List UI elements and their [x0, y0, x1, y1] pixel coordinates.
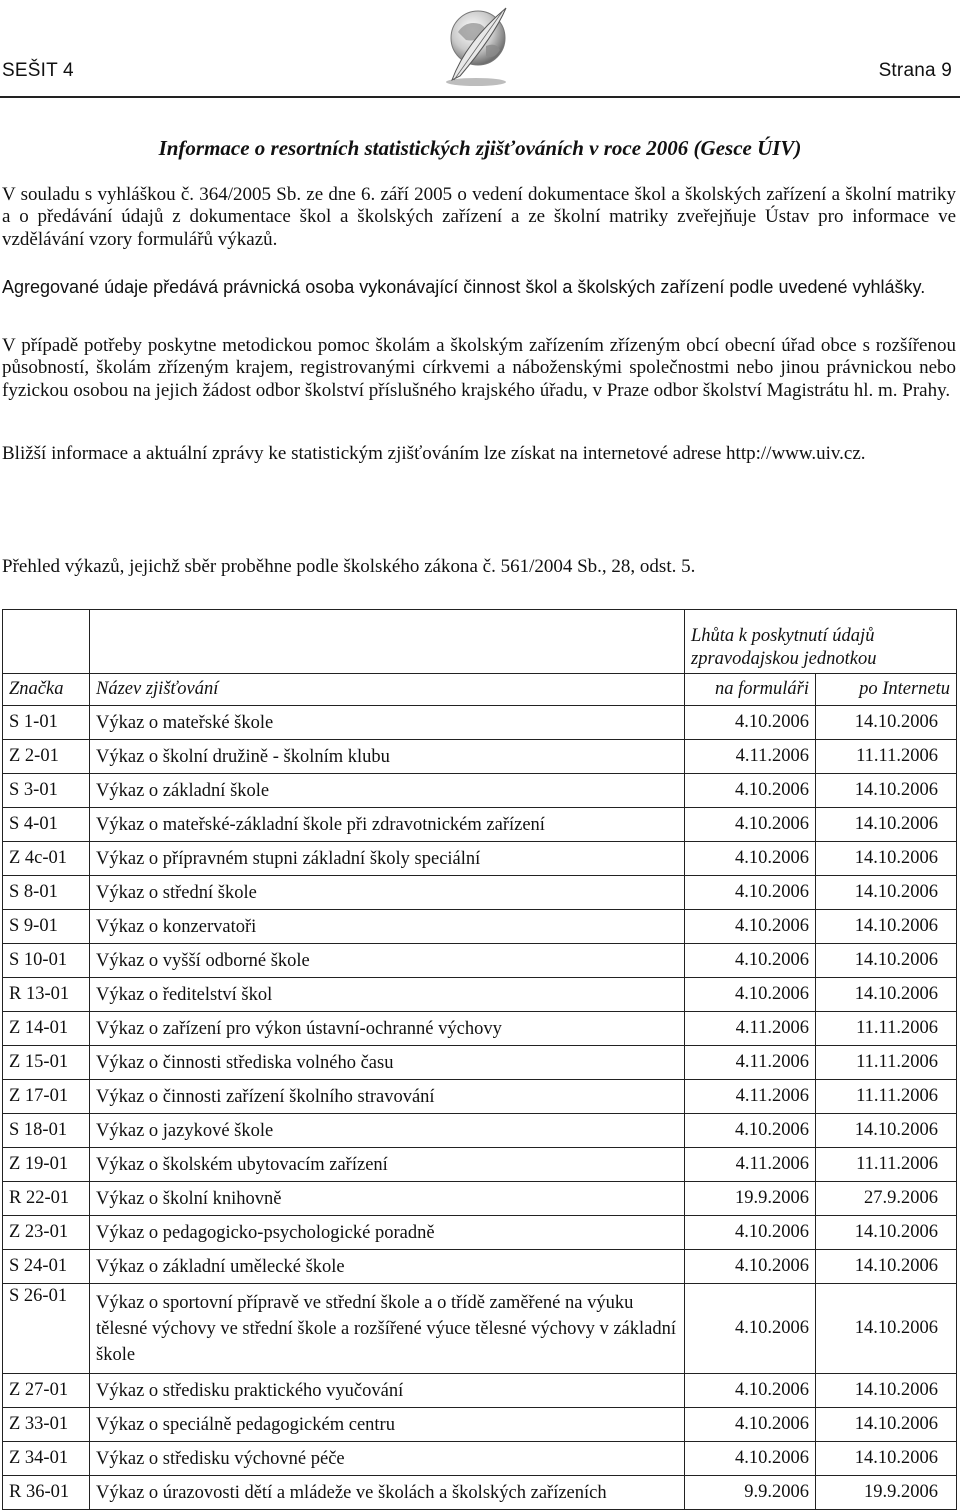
row-internet-deadline: 11.11.2006 [816, 1148, 957, 1182]
deadline-header [685, 610, 957, 674]
row-internet-deadline: 11.11.2006 [816, 1046, 957, 1080]
row-name: Výkaz o přípravném stupni základní školy speciální [90, 842, 685, 876]
row-form-deadline: 4.10.2006 [685, 1250, 816, 1284]
row-internet-deadline: 11.11.2006 [816, 1012, 957, 1046]
row-code: Z 23-01 [3, 1216, 90, 1250]
row-name: Výkaz o školní družině - školním klubu [90, 740, 685, 774]
row-form-deadline: 4.10.2006 [685, 1374, 816, 1408]
table-header-bottom [3, 674, 957, 706]
row-form-deadline: 9.9.2006 [685, 1476, 816, 1510]
page-header [0, 0, 960, 100]
row-code: Z 19-01 [3, 1148, 90, 1182]
table-row [3, 1046, 957, 1080]
row-form-deadline: 4.11.2006 [685, 740, 816, 774]
row-form-deadline: 4.10.2006 [685, 706, 816, 740]
row-name: Výkaz o ředitelství škol [90, 978, 685, 1012]
row-code: Z 2-01 [3, 740, 90, 774]
row-internet-deadline: 11.11.2006 [816, 740, 957, 774]
row-internet-deadline: 14.10.2006 [816, 1442, 957, 1476]
globe-quill-logo-icon [436, 2, 516, 88]
table-row [3, 1148, 957, 1182]
row-code: S 8-01 [3, 876, 90, 910]
table-row [3, 1114, 957, 1148]
row-internet-deadline: 14.10.2006 [816, 876, 957, 910]
row-internet-deadline: 14.10.2006 [816, 706, 957, 740]
table-row [3, 1012, 957, 1046]
table-row [3, 808, 957, 842]
header-divider [0, 96, 960, 98]
row-name: Výkaz o mateřské škole [90, 706, 685, 740]
table-row [3, 1284, 957, 1374]
col-form-header: na formuláři [685, 674, 816, 706]
page-number-label: Strana 9 [878, 60, 952, 81]
row-name: Výkaz o pedagogicko-psychologické poradně [90, 1216, 685, 1250]
row-code: Z 4c-01 [3, 842, 90, 876]
row-code: R 36-01 [3, 1476, 90, 1510]
page-title: Informace o resortních statistických zjišťováních v roce 2006 (Gesce ÚIV) [158, 136, 802, 160]
row-name: Výkaz o konzervatoři [90, 910, 685, 944]
col-code-header: Značka [3, 674, 90, 706]
table-row [3, 842, 957, 876]
row-internet-deadline: 14.10.2006 [816, 1408, 957, 1442]
row-name: Výkaz o speciálně pedagogickém centru [90, 1408, 685, 1442]
table-row [3, 1408, 957, 1442]
header-blank-name [90, 610, 685, 674]
row-form-deadline: 4.10.2006 [685, 978, 816, 1012]
row-internet-deadline: 14.10.2006 [816, 1216, 957, 1250]
table-row [3, 1374, 957, 1408]
table-row [3, 774, 957, 808]
col-name-header: Název zjišťování [90, 674, 685, 706]
row-form-deadline: 4.10.2006 [685, 808, 816, 842]
aggregate-paragraph: Agregované údaje předává právnická osoba vykonávající činnost škol a školských zařízení podle uvedené vyhlášky. [2, 277, 926, 297]
reports-table [2, 609, 957, 1510]
row-form-deadline: 4.10.2006 [685, 774, 816, 808]
row-internet-deadline: 14.10.2006 [816, 774, 957, 808]
row-code: S 10-01 [3, 944, 90, 978]
row-form-deadline: 4.10.2006 [685, 1284, 816, 1374]
overview-heading: Přehled výkazů, jejichž sběr proběhne podle školského zákona č. 561/2004 Sb., 28, odst. 5. [2, 556, 696, 577]
row-form-deadline: 4.10.2006 [685, 1408, 816, 1442]
row-code: R 13-01 [3, 978, 90, 1012]
row-code: Z 15-01 [3, 1046, 90, 1080]
row-code: Z 34-01 [3, 1442, 90, 1476]
table-row [3, 876, 957, 910]
row-form-deadline: 4.11.2006 [685, 1080, 816, 1114]
row-code: Z 27-01 [3, 1374, 90, 1408]
methodology-paragraph: V případě potřeby poskytne metodickou pomoc školám a školským zařízením zřízeným obcí obecní úřad obce s rozšířenou působností, školám zřízeným krajem, registrovanými církvemi a náboženskými společnostmi nebo jinou právnickou nebo fyzickou osobou na jejich žádost odbor školství příslušného krajského úřadu, v Praze odbor školství Magistrátu hl. m. Prahy. [2, 335, 956, 401]
row-internet-deadline: 14.10.2006 [816, 808, 957, 842]
table-row [3, 1250, 957, 1284]
issue-label: SEŠIT 4 [2, 60, 74, 81]
row-name: Výkaz o školní knihovně [90, 1182, 685, 1216]
row-name: Výkaz o vyšší odborné škole [90, 944, 685, 978]
row-name: Výkaz o úrazovosti dětí a mládeže ve školách a školských zařízeních [90, 1476, 685, 1510]
row-internet-deadline: 27.9.2006 [816, 1182, 957, 1216]
row-code: Z 14-01 [3, 1012, 90, 1046]
row-internet-deadline: 19.9.2006 [816, 1476, 957, 1510]
row-internet-deadline: 11.11.2006 [816, 1080, 957, 1114]
row-name: Výkaz o středisku praktického vyučování [90, 1374, 685, 1408]
row-internet-deadline: 14.10.2006 [816, 1284, 957, 1374]
row-code: S 24-01 [3, 1250, 90, 1284]
row-form-deadline: 4.10.2006 [685, 842, 816, 876]
row-code: S 1-01 [3, 706, 90, 740]
row-internet-deadline: 14.10.2006 [816, 842, 957, 876]
row-form-deadline: 4.11.2006 [685, 1046, 816, 1080]
row-name: Výkaz o činnosti střediska volného času [90, 1046, 685, 1080]
table-row [3, 910, 957, 944]
row-code: Z 17-01 [3, 1080, 90, 1114]
row-form-deadline: 4.11.2006 [685, 1148, 816, 1182]
row-name: Výkaz o školském ubytovacím zařízení [90, 1148, 685, 1182]
table-row [3, 1080, 957, 1114]
col-internet-header: po Internetu [816, 674, 957, 706]
table-header-top [3, 610, 957, 674]
table-row [3, 740, 957, 774]
row-name: Výkaz o mateřské-základní škole při zdravotnickém zařízení [90, 808, 685, 842]
row-internet-deadline: 14.10.2006 [816, 1114, 957, 1148]
row-form-deadline: 4.10.2006 [685, 1114, 816, 1148]
row-form-deadline: 4.11.2006 [685, 1012, 816, 1046]
row-name: Výkaz o sportovní přípravě ve střední škole a o třídě zaměřené na výuku tělesné výchovy ve střední škole a rozšířené výuce tělesné výchovy v základní škole [90, 1284, 685, 1374]
row-name: Výkaz o činnosti zařízení školního stravování [90, 1080, 685, 1114]
row-form-deadline: 4.10.2006 [685, 944, 816, 978]
row-internet-deadline: 14.10.2006 [816, 1374, 957, 1408]
row-name: Výkaz o základní škole [90, 774, 685, 808]
row-code: S 9-01 [3, 910, 90, 944]
table-row [3, 1216, 957, 1250]
deadline-header-text: Lhůta k poskytnutí údajů zpravodajskou jednotkou [691, 626, 877, 669]
table-row [3, 944, 957, 978]
row-name: Výkaz o střední škole [90, 876, 685, 910]
row-internet-deadline: 14.10.2006 [816, 1250, 957, 1284]
row-internet-deadline: 14.10.2006 [816, 944, 957, 978]
row-form-deadline: 4.10.2006 [685, 1216, 816, 1250]
row-name: Výkaz o zařízení pro výkon ústavní-ochranné výchovy [90, 1012, 685, 1046]
header-blank-code [3, 610, 90, 674]
row-name: Výkaz o středisku výchovné péče [90, 1442, 685, 1476]
row-code: R 22-01 [3, 1182, 90, 1216]
table-body [3, 706, 957, 1510]
row-internet-deadline: 14.10.2006 [816, 910, 957, 944]
table-row [3, 1476, 957, 1510]
table-row [3, 1182, 957, 1216]
table-row [3, 978, 957, 1012]
row-form-deadline: 4.10.2006 [685, 876, 816, 910]
row-internet-deadline: 14.10.2006 [816, 978, 957, 1012]
row-code: S 4-01 [3, 808, 90, 842]
intro-paragraph: V souladu s vyhláškou č. 364/2005 Sb. ze dne 6. září 2005 o vedení dokumentace škol a školských zařízení a školní matriky a o předávání údajů z dokumentace škol a školských zařízení a ze školní matriky zveřejňuje Ústav pro informace ve vzdělávání vzory formulářů výkazů. [2, 184, 956, 250]
row-name: Výkaz o základní umělecké škole [90, 1250, 685, 1284]
row-code: S 26-01 [3, 1284, 90, 1374]
row-form-deadline: 4.10.2006 [685, 1442, 816, 1476]
row-code: S 18-01 [3, 1114, 90, 1148]
row-code: Z 33-01 [3, 1408, 90, 1442]
row-name: Výkaz o jazykové škole [90, 1114, 685, 1148]
table-row [3, 706, 957, 740]
table-row [3, 1442, 957, 1476]
info-paragraph: Bližší informace a aktuální zprávy ke statistickým zjišťováním lze získat na internetové adrese http://www.uiv.cz. [2, 443, 866, 464]
row-form-deadline: 19.9.2006 [685, 1182, 816, 1216]
row-code: S 3-01 [3, 774, 90, 808]
row-form-deadline: 4.10.2006 [685, 910, 816, 944]
